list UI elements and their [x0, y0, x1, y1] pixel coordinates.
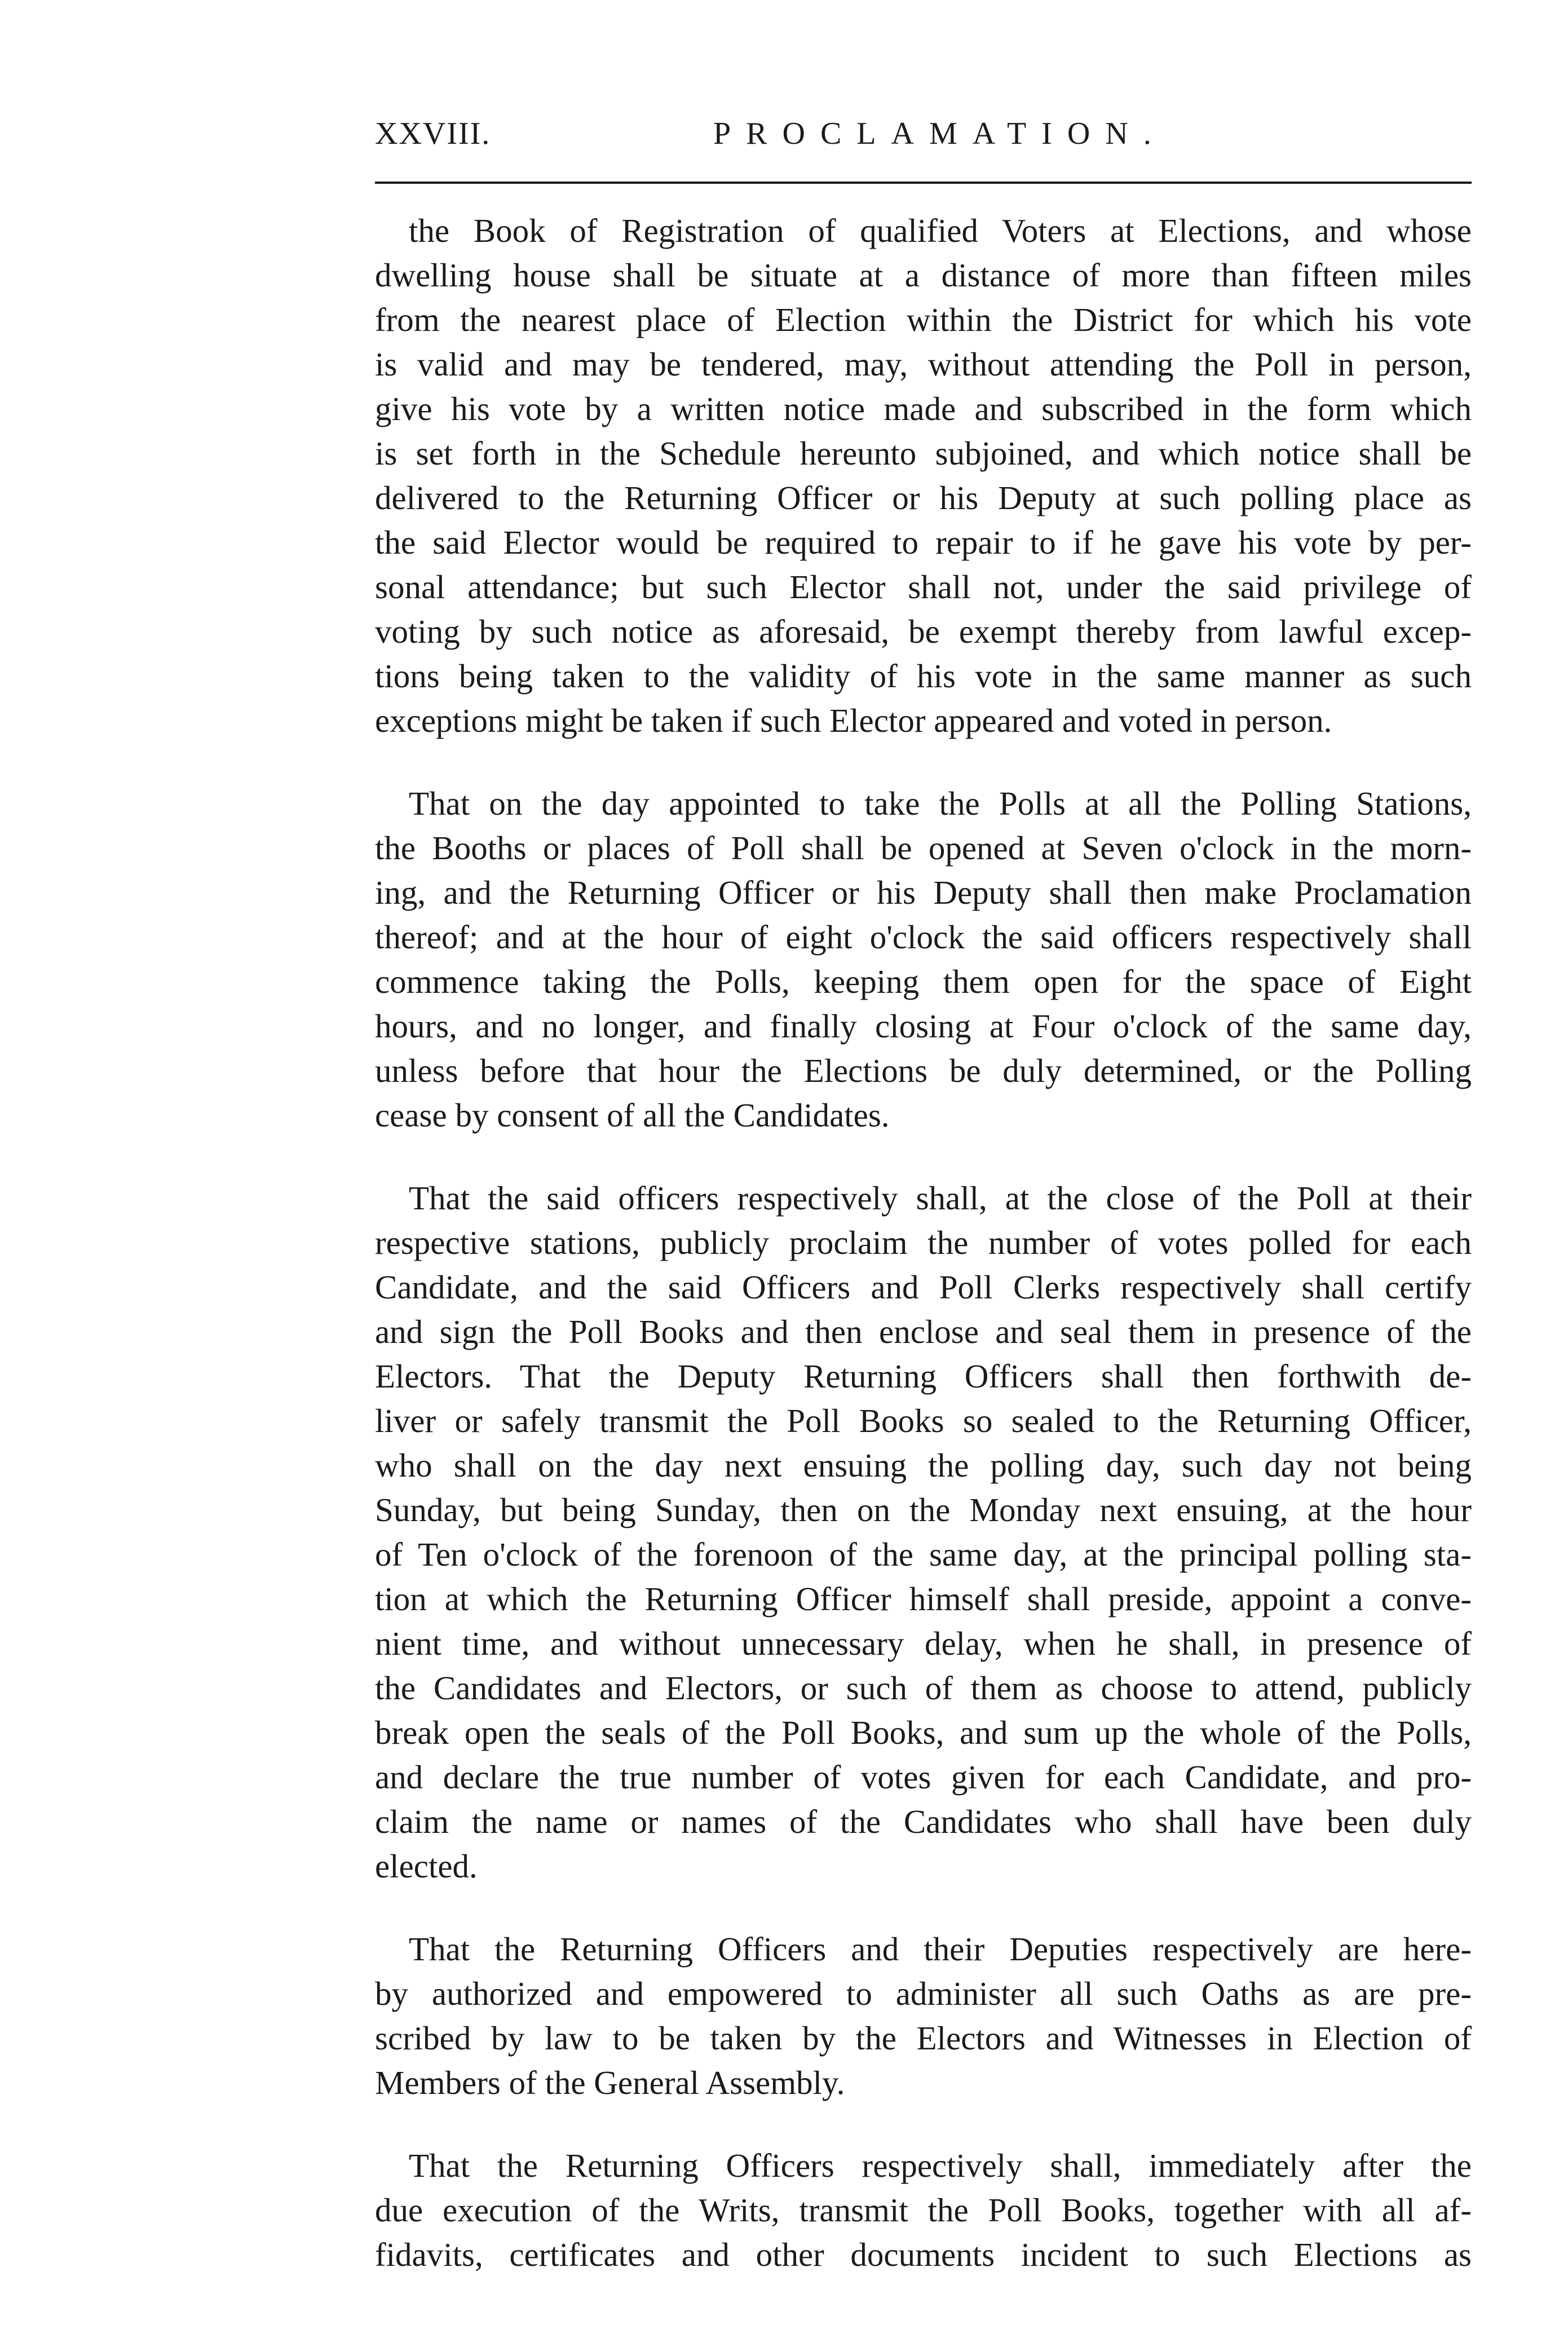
- text-line: from the nearest place of Election within the District for which his vote: [375, 301, 1472, 338]
- paragraph: [375, 781, 1472, 1138]
- text-line: due execution of the Writs, transmit the Poll Books, together with all af-: [375, 2191, 1472, 2229]
- text-line: Electors. That the Deputy Returning Officers shall then forthwith de-: [375, 1358, 1472, 1395]
- text-line: exceptions might be taken if such Elector appeared and voted in person.: [375, 702, 1332, 739]
- text-line: and sign the Poll Books and then enclose and seal them in presence of the: [375, 1313, 1472, 1350]
- paragraph: [375, 1176, 1472, 1889]
- paragraph: [375, 209, 1472, 743]
- text-line: give his vote by a written notice made and subscribed in the form which: [375, 390, 1472, 427]
- text-line: thereof; and at the hour of eight o'clock the said officers respectively shall: [375, 918, 1472, 956]
- body-text: [375, 209, 1472, 2315]
- text-line: the said Elector would be required to repair to if he gave his vote by per-: [375, 524, 1472, 561]
- text-line: of Ten o'clock of the forenoon of the same day, at the principal polling sta-: [375, 1536, 1472, 1573]
- text-line: That the Returning Officers respectively shall, immediately after the: [409, 2147, 1472, 2184]
- text-line: That the said officers respectively shall, at the close of the Poll at their: [409, 1179, 1472, 1217]
- text-line: unless before that hour the Elections be duly determined, or the Polling: [375, 1052, 1472, 1089]
- text-line: liver or safely transmit the Poll Books so sealed to the Returning Officer,: [375, 1402, 1472, 1439]
- running-title: PROCLAMATION.: [713, 116, 1167, 151]
- text-line: is set forth in the Schedule hereunto subjoined, and which notice shall be: [375, 435, 1472, 472]
- text-line: tions being taken to the validity of his vote in the same manner as such: [375, 657, 1472, 695]
- text-line: tion at which the Returning Officer himself shall preside, appoint a conve-: [375, 1580, 1472, 1618]
- text-line: respective stations, publicly proclaim the number of votes polled for each: [375, 1224, 1472, 1261]
- text-line: the Book of Registration of qualified Voters at Elections, and whose: [409, 212, 1472, 249]
- text-line: dwelling house shall be situate at a distance of more than fifteen miles: [375, 257, 1472, 294]
- text-line: scribed by law to be taken by the Electors and Witnesses in Election of: [375, 2019, 1472, 2057]
- page-header: [375, 116, 1472, 161]
- text-line: and declare the true number of votes given for each Candidate, and pro-: [375, 1758, 1472, 1796]
- text-line: who shall on the day next ensuing the polling day, such day not being: [375, 1447, 1472, 1484]
- text-line: Members of the General Assembly.: [375, 2064, 845, 2101]
- text-line: is valid and may be tendered, may, without attending the Poll in person,: [375, 346, 1472, 383]
- text-line: ing, and the Returning Officer or his Deputy shall then make Proclamation: [375, 874, 1472, 911]
- text-line: the Booths or places of Poll shall be opened at Seven o'clock in the morn-: [375, 829, 1472, 867]
- text-line: delivered to the Returning Officer or his Deputy at such polling place as: [375, 479, 1472, 516]
- text-line: by authorized and empowered to administer all such Oaths as are pre-: [375, 1975, 1472, 2012]
- text-line: the Candidates and Electors, or such of them as choose to attend, publicly: [375, 1669, 1472, 1707]
- text-line: Sunday, but being Sunday, then on the Monday next ensuing, at the hour: [375, 1491, 1472, 1528]
- header-rule: [375, 182, 1472, 184]
- text-line: break open the seals of the Poll Books, and sum up the whole of the Polls,: [375, 1714, 1472, 1751]
- text-line: elected.: [375, 1848, 478, 1885]
- paragraph: [375, 2144, 1472, 2277]
- text-line: claim the name or names of the Candidates who shall have been duly: [375, 1803, 1472, 1840]
- text-line: That on the day appointed to take the Polls at all the Polling Stations,: [409, 785, 1472, 822]
- text-line: commence taking the Polls, keeping them open for the space of Eight: [375, 963, 1472, 1000]
- page-number: XXVIII.: [375, 116, 491, 151]
- text-line: nient time, and without unnecessary delay, when he shall, in presence of: [375, 1625, 1472, 1662]
- text-line: cease by consent of all the Candidates.: [375, 1097, 890, 1134]
- text-line: Candidate, and the said Officers and Poll Clerks respectively shall certify: [375, 1269, 1472, 1306]
- text-line: sonal attendance; but such Elector shall not, under the said privilege of: [375, 568, 1472, 606]
- text-line: hours, and no longer, and finally closing at Four o'clock of the same day,: [375, 1007, 1472, 1045]
- text-line: voting by such notice as aforesaid, be exempt thereby from lawful excep-: [375, 613, 1472, 650]
- text-line: That the Returning Officers and their Deputies respectively are here-: [409, 1930, 1472, 1968]
- text-line: fidavits, certificates and other documents incident to such Elections as: [375, 2236, 1472, 2273]
- paragraph: [375, 1927, 1472, 2105]
